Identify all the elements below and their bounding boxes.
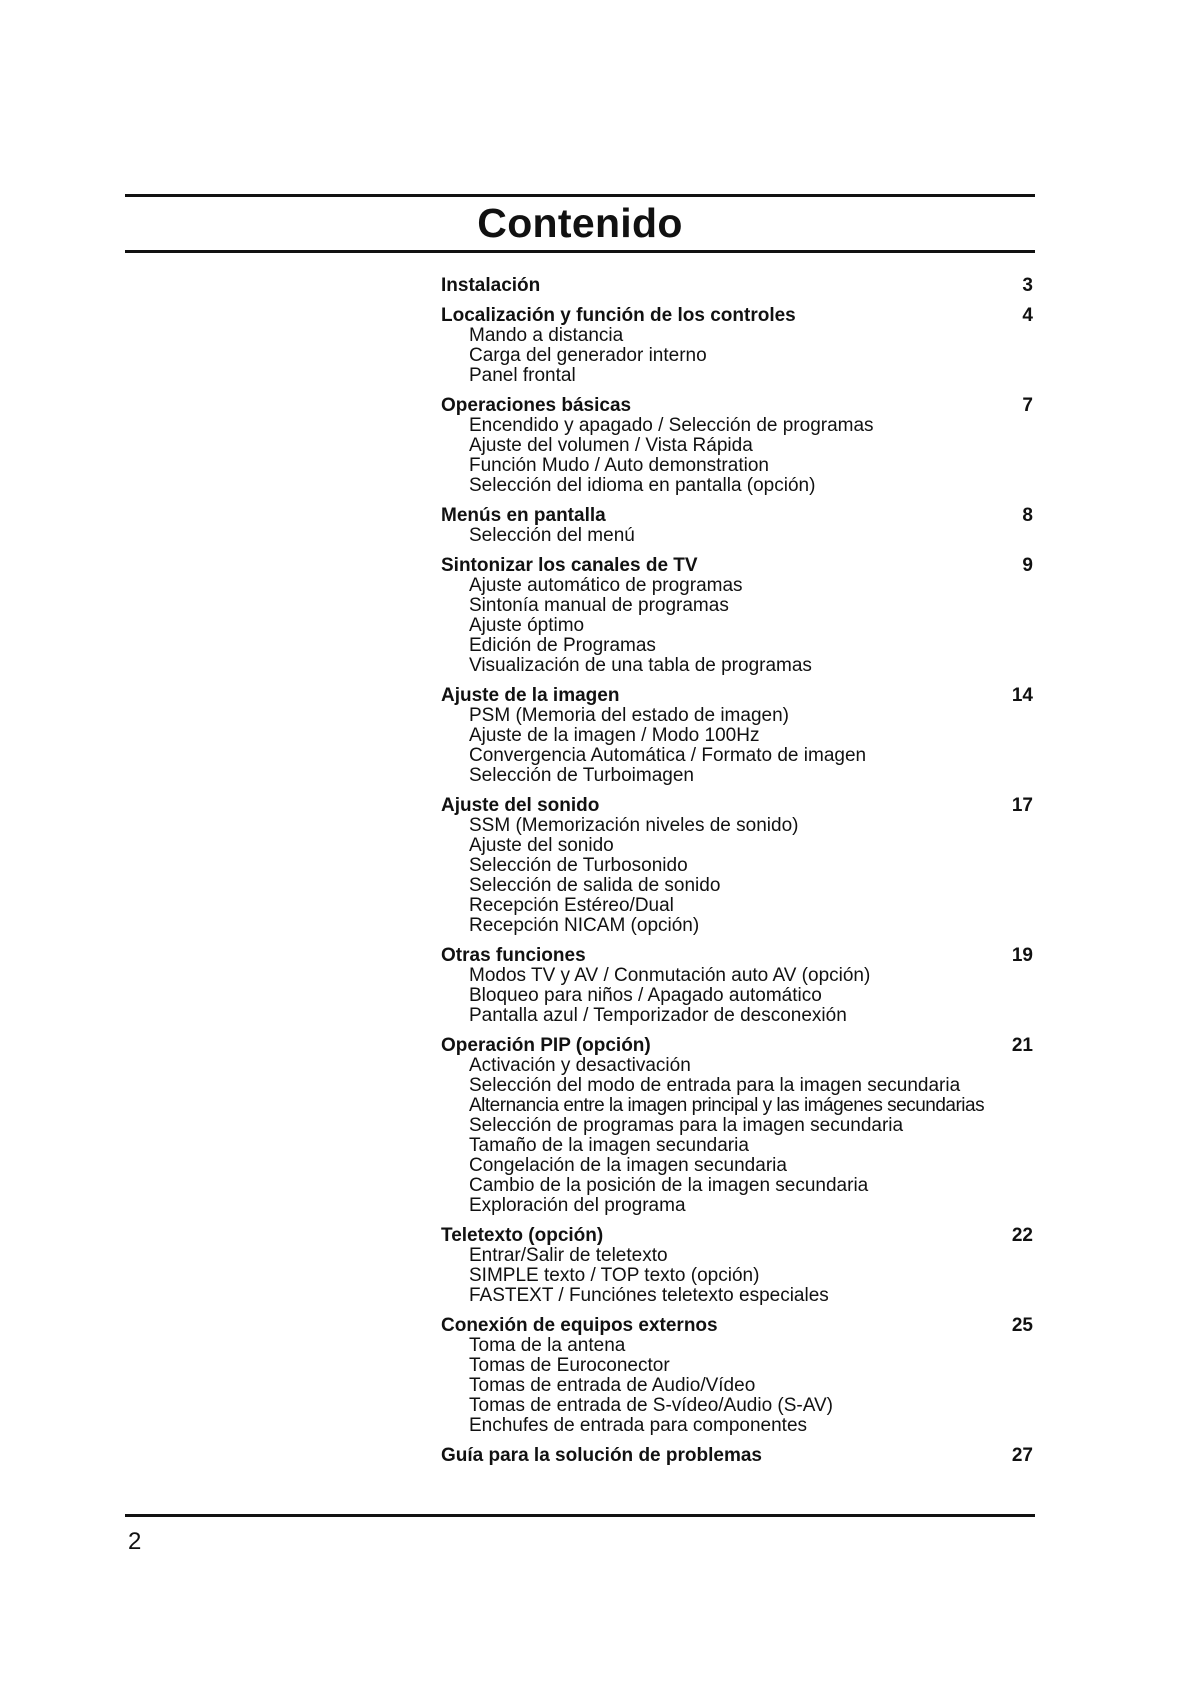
toc-section-page: 14 [1011,685,1033,706]
toc-section-title: Instalación [441,275,541,296]
toc-subentry: Ajuste de la imagen / Modo 100Hz [469,725,760,746]
toc-section [441,506,1037,546]
toc-subentry: Selección de programas para la imagen secundaria [469,1115,904,1136]
toc-subentry: Entrar/Salir de teletexto [469,1245,668,1266]
toc-subentry: Panel frontal [469,365,576,386]
toc-subentry: Exploración del programa [469,1195,686,1216]
toc-section-title: Localización y función de los controles [441,305,796,326]
toc-subentry: Activación y desactivación [469,1055,691,1076]
toc-section-page: 9 [1022,555,1033,576]
toc-section [441,276,1037,296]
toc-section [441,796,1037,936]
toc-section-title: Otras funciones [441,945,586,966]
toc-section-page: 17 [1011,795,1033,816]
toc-subentry: Selección de salida de sonido [469,875,721,896]
title-underline-rule [125,250,1035,253]
toc-subentry: Selección de Turboimagen [469,765,694,786]
toc-section-page: 27 [1011,1445,1033,1466]
toc-subentry: FASTEXT / Funciónes teletexto especiales [469,1285,829,1306]
toc-subentry: Tomas de entrada de Audio/Vídeo [469,1375,756,1396]
toc-subentry: Recepción Estéreo/Dual [469,895,674,916]
toc-section-heading [441,1316,1037,1336]
toc-section-page: 19 [1011,945,1033,966]
toc-section-title: Operaciones básicas [441,395,632,416]
toc-section-heading [441,556,1037,576]
toc-section [441,1316,1037,1436]
toc-section-heading [441,1036,1037,1056]
toc-section-heading [441,396,1037,416]
toc-subentry: Recepción NICAM (opción) [469,915,700,936]
toc-subentry: Selección de Turbosonido [469,855,688,876]
toc-section-page: 22 [1011,1225,1033,1246]
toc-subentry: Convergencia Automática / Formato de imagen [469,745,867,766]
page-title: Contenido [477,200,683,246]
toc-subentry: Modos TV y AV / Conmutación auto AV (opción) [469,965,871,986]
toc-section-heading [441,686,1037,706]
toc-subentry: Carga del generador interno [469,345,707,366]
toc-subentry: Visualización de una tabla de programas [469,655,812,676]
toc-section-title: Conexión de equipos externos [441,1315,718,1336]
toc-section [441,686,1037,786]
toc-section-heading [441,276,1037,296]
toc-section-page: 7 [1022,395,1033,416]
toc-section [441,396,1037,496]
toc-subentry: Selección del modo de entrada para la imagen secundaria [469,1075,961,1096]
toc-subentry: Ajuste del volumen / Vista Rápida [469,435,753,456]
toc-section-title: Menús en pantalla [441,505,606,526]
toc-section-title: Ajuste del sonido [441,795,600,816]
toc-subentry: Edición de Programas [469,635,656,656]
toc-subentry: Congelación de la imagen secundaria [469,1155,787,1176]
toc-subentry: Selección del menú [469,525,635,546]
toc-section-title: Operación PIP (opción) [441,1035,651,1056]
toc-subentry: Sintonía manual de programas [469,595,729,616]
toc-section-heading [441,1226,1037,1246]
toc-section-title: Ajuste de la imagen [441,685,620,706]
toc-section-page: 3 [1022,275,1033,296]
toc-section-page: 25 [1011,1315,1033,1336]
toc-section-title: Sintonizar los canales de TV [441,555,698,576]
toc-section-title: Teletexto (opción) [441,1225,604,1246]
toc-subentry: Ajuste del sonido [469,835,614,856]
toc-subentry: Tamaño de la imagen secundaria [469,1135,749,1156]
toc-section-page: 21 [1011,1035,1033,1056]
toc-subentry: PSM (Memoria del estado de imagen) [469,705,789,726]
bottom-rule [125,1514,1035,1517]
toc-section [441,1226,1037,1306]
toc-section-page: 8 [1022,505,1033,526]
toc-section-heading [441,306,1037,326]
toc-subentry: Bloqueo para niños / Apagado automático [469,985,822,1006]
toc-subentry: Selección del idioma en pantalla (opción) [469,475,816,496]
toc-section-heading [441,1446,1037,1466]
toc-subentry: Ajuste óptimo [469,615,585,636]
toc-section-heading [441,946,1037,966]
toc-subentry: Tomas de Euroconector [469,1355,670,1376]
toc-subentry: Cambio de la posición de la imagen secundaria [469,1175,869,1196]
toc-section-heading [441,796,1037,816]
toc-section [441,1036,1037,1216]
toc-subentry: Tomas de entrada de S-vídeo/Audio (S-AV) [469,1395,834,1416]
toc-section [441,556,1037,676]
toc-section-page: 4 [1022,305,1033,326]
table-of-contents [441,276,1037,1476]
toc-section [441,306,1037,386]
toc-subentry: Alternancia entre la imagen principal y las imágenes secundarias [469,1095,985,1116]
toc-subentry: Pantalla azul / Temporizador de desconexión [469,1005,847,1026]
toc-subentry: Mando a distancia [469,325,624,346]
toc-section-heading [441,506,1037,526]
page-number: 2 [128,1528,142,1555]
toc-subentry: Enchufes de entrada para componentes [469,1415,808,1436]
toc-subentry: SSM (Memorización niveles de sonido) [469,815,799,836]
toc-subentry: Ajuste automático de programas [469,575,743,596]
toc-subentry: SIMPLE texto / TOP texto (opción) [469,1265,760,1286]
toc-subentry: Encendido y apagado / Selección de programas [469,415,874,436]
toc-section [441,1446,1037,1466]
toc-section [441,946,1037,1026]
toc-section-title: Guía para la solución de problemas [441,1445,762,1466]
toc-subentry: Toma de la antena [469,1335,626,1356]
toc-subentry: Función Mudo / Auto demonstration [469,455,769,476]
